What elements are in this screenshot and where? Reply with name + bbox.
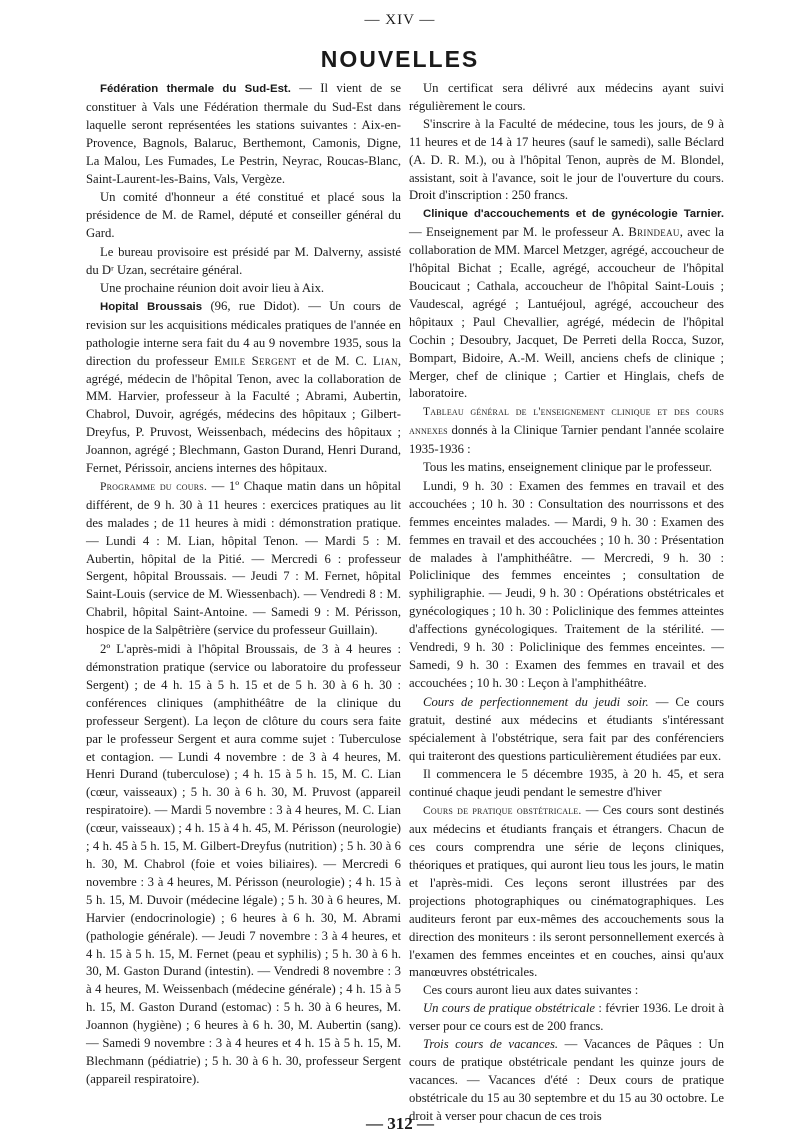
page-number: — 312 — (366, 1114, 434, 1133)
paragraph: Un certificat sera délivré aux médecins ayant suivi régulièrement le cours. (409, 81, 724, 113)
right-column (409, 80, 724, 1126)
article-federation-thermale: Fédération thermale du Sud-Est. — Il vient de se constituer à Vals une Fédération thermale du Sud-Est dans laquelle seront représentées les stations suivantes : Aix-en-Provence, Bagnols, Balaruc, Berthemont, Camonis, Digne, La Malou, Les Fumades, Le Pestrin, Neyrac, Roucas-Blanc, Saint-Laurent-les-Bains, Vals, Vergèze. (86, 81, 401, 186)
paragraph: Le bureau provisoire est présidé par M. Dalverny, assisté du Dʳ Uzan, secrétaire général. (86, 245, 401, 278)
weekly-schedule: Lundi, 9 h. 30 : Examen des femmes en travail et des accouchées ; 10 h. 30 : Consultation des nourrissons et des femmes enceintes malades. — Mardi, 9 h. 30 : Examen des femmes en travail et des accouchées ; 10 h. 30 : Présentation de malades à l'amphithéâtre. — Mercredi, 9 h. 30 : Policlinique des femmes enceintes ; consultation de syphiligraphie. — Jeudi, 9 h. 30 : Opérations obstétricales et gynécologiques ; 10 h. 30 : Policlinique des femmes atteintes d'affections gynécologiques. Traitement de la stérilité. — Vendredi, 9 h. 30 : Policlinique des femmes enceintes. — Samedi, 9 h. 30 : Examen des femmes en travail et des accouchées ; 10 h. 30 : Leçon à l'amphithéâtre. (409, 478, 724, 690)
programme-paragraph: Programme du cours. — 1º Chaque matin dans un hôpital différent, de 9 h. 30 à 11 heures : exercices pratiques au lit des malades ; de 11 heures à midi : démonstration pratique. — Lundi 4 : M. Lian, hôpital Tenon. — Mardi 5 : M. Aubertin, hôpital de la Pitié. — Mercredi 6 : professeur Sergent, hôpital Broussais. — Jeudi 7 : M. Fernet, hôpital Saint-Louis (service de M. Wiessenbach). — Vendredi 8 : M. Chabril, hôpital Saint-Antoine. — Samedi 9 : M. Périsson, hospice de la Salpêtrière (service du professeur Guillain). (86, 478, 402, 638)
small-caps-name: Emile Sergent (214, 353, 297, 368)
article-clinique-tarnier: Clinique d'accouchements et de gynécologie Tarnier. — Enseignement par M. le professeur A. Brindeau, avec la collaboration de MM. Marcel Metzger, agrégé, accoucheur de l'hôpital Bichat ; Ecalle, agrégé, accoucheur de l'hôpital Boucicaut ; Cathala, accoucheur de l'hôpital Saint-Louis ; Vaudescal, agrégé ; Lantuéjoul, agrégé, accoucheur des hôpitaux ; Paul Chevallier, agrégé, médecin de l'hôpital Cochin ; Desoubry, Jacquet, De Perreti della Rocca, Suzor, Bompart, Bidoire, A.-M. Weill, anciens chefs de clinique ; Merger, chef de clinique ; Cartier et Hinglais, chefs de laboratoire. (409, 208, 724, 401)
italic-heading: Un cours de pratique obstétricale (423, 1001, 595, 1016)
italic-heading: Cours de perfectionnement du jeudi soir. (423, 694, 649, 709)
small-caps-heading: Tableau général de l'enseignement clinique et des cours annexes (409, 406, 724, 438)
article-heading: Fédération thermale du Sud-Est. (100, 83, 291, 95)
vacances-paragraph: Trois cours de vacances. — Vacances de Pâques : Un cours de pratique obstétricale pendant les quinze jours de vacances. — Vacances d'été : Deux cours de pratique obstétricale du 15 au 30 septembre et du 15 au 30 octobre. Le droit à verser pour chacun de ces trois (409, 1037, 724, 1123)
small-caps-heading: Cours de pratique obstétricale. (423, 805, 582, 818)
small-caps-heading: Programme du cours. (100, 480, 208, 493)
roman-folio: — XIV — (364, 12, 436, 28)
italic-heading: Trois cours de vacances. (423, 1037, 559, 1052)
fevrier-paragraph: Un cours de pratique obstétricale : février 1936. Le droit à verser pour ce cours est de 200 francs. (409, 1001, 724, 1034)
paragraph: S'inscrire à la Faculté de médecine, tous les jours, de 9 à 11 heures et de 14 à 17 heures (sauf le samedi), salle Béclard (A. D. R. M.), ou à l'hôpital Tenon, auprès de M. Blondel, assistant, soit à l'avance, soit le jour de l'ouverture du cours. Droit d'inscription : 250 francs. (409, 116, 724, 203)
afternoon-schedule: 2º L'après-midi à l'hôpital Broussais, de 3 à 4 heures : démonstration pratique (service ou laboratoire du professeur Sergent) ; de 4 h. 15 à 5 h. 15 et de 5 h. 30 à 6 h. 30 : conférences cliniques (amphithéâtre de la clinique du professeur Sergent). La leçon de clôture du cours sera faite par le professeur Sergent et aura comme sujet : Tuberculose et contagion. — Lundi 4 novembre : de 3 à 4 heures, M. Henri Durand (tuberculose) ; 4 h. 15 à 5 h. 15, M. C. Lian (cœur, vaisseaux) ; 5 h. 30 à 6 h. 30, M. Pruvost (appareil respiratoire). — Mardi 5 novembre : 3 à 4 heures, M. C. Lian (cœur, vaisseaux) ; 4 h. 15 à 4 h. 45, M. Périsson (neurologie) ; 4 h. 45 à 5 h. 15, M. Gilbert-Dreyfus (nutrition) ; 5 h. 30 à 6 h. 30, M. Chabrol (foie et voies biliaires). — Mercredi 6 novembre : 3 à 4 heures, M. Périsson (neurologie) ; 4 h. 15 à 5 h. 15, M. Duvoir (médecine légale) ; 5 h. 30 à 6 heures, M. Harvier (endocrinologie) ; 6 heures à 6 h. 30, M. Abrami (pathologie générale). — Jeudi 7 novembre : 3 à 4 heures, et 4 h. 15 à 5 h. 15, M. Fernet (peau et syphilis) ; 5 h. 30 à 6 h. 30, M. Gaston Durand (intestin). — Vendredi 8 novembre : 3 à 4 heures, M. Weissenbach (médecine générale) ; 4 h. 15 à 5 h. 15, M. Gaston Durand (estomac) : 5 h. 30 à 6 heures, M. Joannon (hygiène) ; 6 heures à 6 h. 30, M. Aubertin (sang). — Samedi 9 novembre : 3 à 4 heures et 4 h. 15 à 5 h. 15, M. Blechmann (pédiatrie) ; 5 h. 30 à 6 h. 30, professeur Sergent (appareil respiratoire). (86, 642, 401, 1086)
section-title: NOUVELLES (320, 46, 480, 72)
paragraph: Ces cours auront lieu aux dates suivantes : (423, 983, 639, 998)
paragraph: Un comité d'honneur a été constitué et placé sous la présidence de M. de Ramel, député et conseiller général du Gard. (86, 190, 401, 241)
paragraph: Une prochaine réunion doit avoir lieu à Aix. (100, 280, 325, 295)
article-heading: Clinique d'accouchements et de gynécologie Tarnier. (423, 208, 724, 221)
tableau-paragraph: Tableau général de l'enseignement clinique et des cours annexes donnés à la Clinique Tarnier pendant l'année scolaire 1935-1936 : (409, 406, 724, 457)
perfectionnement-paragraph: Cours de perfectionnement du jeudi soir. — Ce cours gratuit, destiné aux médecins et étudiants s'intéressant spécialement à l'obstétrique, sera fait par des conférenciers qui traiteront des questions particulièrement étudiées par eux. (409, 694, 725, 763)
pratique-paragraph: Cours de pratique obstétricale. — Ces cours sont destinés aux médecins et étudiants français et étrangers. Chacun de ces cours comprendra une série de leçons cliniques, théoriques et pratiques, qui auront lieu tous les jours, le matin et l'après-midi. Ces leçons seront illustrées par des projections photographiques ou cinématographiques. Les auditeurs feront par eux-mêmes des accouchements sous la direction des moniteurs : ils seront personnellement exercés à l'examen des femmes enceintes et en couches, ainsi qu'aux manœuvres obstétricales. (409, 803, 724, 980)
paragraph: Il commencera le 5 décembre 1935, à 20 h. 45, et sera continué chaque jeudi pendant le semestre d'hiver (409, 767, 724, 800)
small-caps-name: Lian (372, 353, 398, 368)
small-caps-name: Brindeau (628, 225, 680, 240)
paragraph: Tous les matins, enseignement clinique par le professeur. (423, 460, 713, 475)
article-hopital-broussais: Hopital Broussais (96, rue Didot). — Un cours de revision sur les acquisitions médicales pratiques de l'année en pathologie interne sera fait du 4 au 9 novembre 1935, sous la direction du professeur Emile Sergent et de M. C. Lian, agrégé, médecin de l'hôpital Tenon, avec la collaboration de MM. Harvier, professeur à la Faculté ; Abrami, Aubertin, Chabrol, Duvoir, agrégés, médecins des hôpitaux ; Gilbert-Dreyfus, P. Pruvost, Weissenbach, médecins des hôpitaux ; Joannon, agrégé ; Blechmann, Gaston Durand, Henri Durand, Fernet, Périssoir, anciens internes des hôpitaux. (86, 298, 402, 476)
article-heading: Hopital Broussais (100, 300, 203, 313)
left-column (86, 80, 401, 1089)
